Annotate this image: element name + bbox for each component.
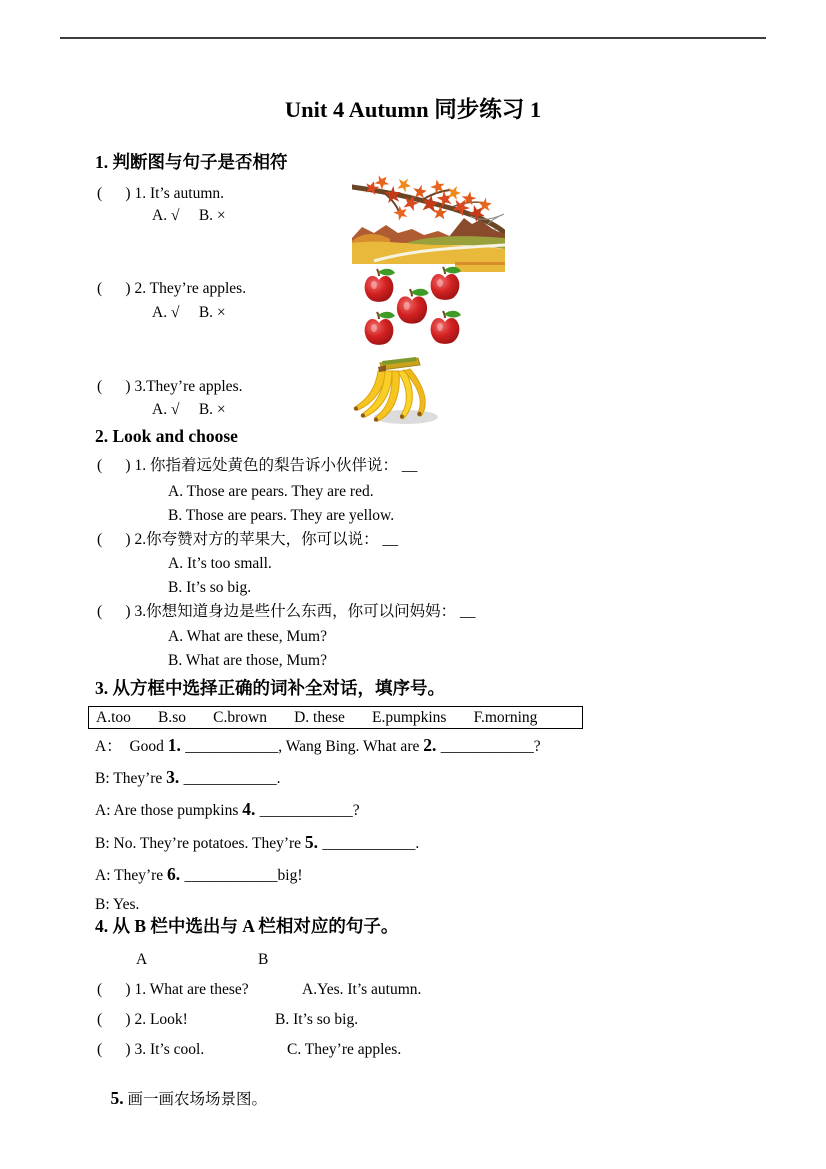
s2-q1-option-b: B. Those are pears. They are yellow. xyxy=(168,507,395,524)
section3-heading: 3. 从方框中选择正确的词补全对话，填序号。 xyxy=(95,678,445,698)
section5-number: 5. xyxy=(110,1087,124,1108)
dialogue-text: A: They’re xyxy=(95,867,168,884)
s2-q2-option-b: B. It’s so big. xyxy=(168,579,252,596)
dialogue-text: B: Yes. xyxy=(95,896,140,913)
s2-q3-stem: ( ) 3.你想知道身边是些什么东西，你可以问妈妈： __ xyxy=(97,603,476,620)
word-bank-options: A.too B.so C.brown D. these E.pumpkins F.morning xyxy=(96,709,538,726)
bananas-image xyxy=(352,355,444,427)
s4-row2-right: B. It’s so big. xyxy=(275,1011,359,1028)
apples-image xyxy=(355,266,467,348)
dialogue-text: A： Good xyxy=(95,738,168,755)
s1-q1-options: A. √ B. × xyxy=(152,207,226,224)
dialogue-text: B: No. They’re potatoes. They’re xyxy=(95,835,305,852)
page-title: Unit 4 Autumn 同步练习 1 xyxy=(284,97,542,122)
blank-number: 6. xyxy=(167,864,185,884)
blank-number: 2. xyxy=(423,735,441,755)
dialogue-line-1 xyxy=(95,735,541,756)
s2-q1-option-a: A. Those are pears. They are red. xyxy=(168,483,374,500)
column-a-header: A xyxy=(136,951,148,968)
section5-line xyxy=(95,1070,267,1126)
banana-stalk xyxy=(378,357,420,372)
dialogue-line-6 xyxy=(95,896,139,914)
section4-heading: 4. 从 B 栏中选出与 A 栏相对应的句子。 xyxy=(95,916,399,936)
s4-row1-right: A.Yes. It’s autumn. xyxy=(302,981,422,998)
section1-heading: 1. 判断图与句子是否相符 xyxy=(95,152,288,172)
field-landscape xyxy=(352,218,505,272)
section5-text: 画一画农场场景图。 xyxy=(123,1090,268,1108)
s2-q3-option-b: B. What are those, Mum? xyxy=(168,652,327,669)
s1-q3-stem: ( ) 3.They’re apples. xyxy=(97,378,243,395)
s2-q2-option-a: A. It’s too small. xyxy=(168,555,272,572)
s1-q2-options: A. √ B. × xyxy=(152,304,226,321)
blank-number: 1. xyxy=(167,735,186,755)
dialogue-text: B: They’re xyxy=(95,770,167,787)
dialogue-line-5 xyxy=(95,864,303,885)
dialogue-text: ____________? xyxy=(259,802,360,819)
dialogue-text: ____________, Wang Bing. What are xyxy=(185,738,424,755)
s2-q3-option-a: A. What are these, Mum? xyxy=(168,628,327,645)
autumn-branch-landscape-icon xyxy=(352,174,505,272)
s1-q2-stem: ( ) 2. They’re apples. xyxy=(97,280,247,297)
dialogue-line-3 xyxy=(95,799,360,820)
dialogue-text: ____________? xyxy=(440,738,541,755)
s2-q2-stem: ( ) 2.你夸赞对方的苹果大，你可以说： __ xyxy=(97,531,398,548)
s4-row1-left: ( ) 1. What are these? xyxy=(97,981,249,998)
dialogue-text: ____________. xyxy=(322,835,420,852)
top-rule-divider xyxy=(60,37,766,39)
autumn-scene-image xyxy=(352,174,505,272)
five-apples-icon xyxy=(355,266,467,348)
blank-number: 5. xyxy=(304,832,323,852)
s1-q1-stem: ( ) 1. It’s autumn. xyxy=(97,185,224,202)
s2-q1-stem: ( ) 1. 你指着远处黄色的梨告诉小伙伴说： __ xyxy=(97,457,418,474)
blank-number: 4. xyxy=(242,799,260,819)
section2-heading: 2. Look and choose xyxy=(95,426,238,446)
s4-row3-left: ( ) 3. It’s cool. xyxy=(97,1041,205,1058)
dialogue-text: ____________ xyxy=(184,867,278,884)
s1-q3-options: A. √ B. × xyxy=(152,401,226,418)
dialogue-line-4 xyxy=(95,832,419,853)
banana-bunch-icon xyxy=(352,355,444,427)
dialogue-line-2 xyxy=(95,767,281,788)
word-bank-box xyxy=(88,706,583,729)
s4-row2-left: ( ) 2. Look! xyxy=(97,1011,188,1028)
s4-row3-right: C. They’re apples. xyxy=(287,1041,402,1058)
column-b-header: B xyxy=(258,951,269,968)
dialogue-text: A: Are those pumpkins xyxy=(95,802,243,819)
blank-number: 3. xyxy=(166,767,184,787)
dialogue-text: big! xyxy=(277,867,303,884)
dialogue-text: ____________. xyxy=(183,770,281,787)
